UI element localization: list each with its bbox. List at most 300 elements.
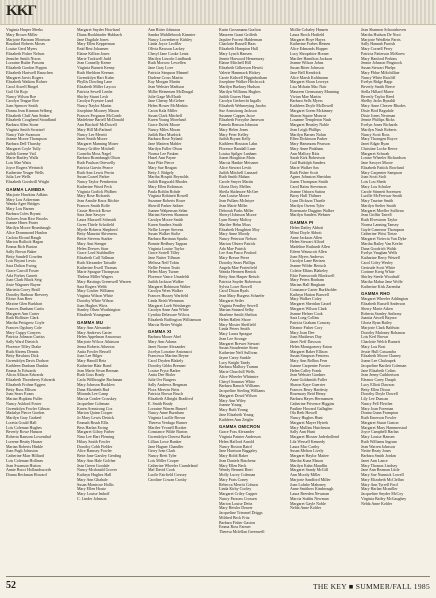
member-name: Catherine Privence Higgins <box>290 401 335 406</box>
member-name: Lois Miller Cooper <box>148 458 179 463</box>
member-name: Joan Myers Andrews <box>290 254 324 259</box>
member-name: Marilyn Lincoln Lindhardt <box>148 56 192 61</box>
member-name: Mary Ann Ghahale <box>77 477 108 482</box>
member-name: Patricia Patterson McKnew <box>361 51 405 56</box>
member-name: Martha Bailey Van Keeler <box>361 241 403 246</box>
member-name: Elizabeth Russell Anderson <box>361 302 406 306</box>
member-name: C. Linder Johnson <box>77 496 107 501</box>
member-name: Helen Dailey Abbott <box>290 226 324 230</box>
member-name: Louise Pryor Barker <box>148 368 181 373</box>
member-name: Suzanne Roberts Rowe <box>148 199 186 203</box>
member-name: Bonnie Bedbury Tappan <box>148 241 187 246</box>
member-name: Mary Lou Barnes <box>6 207 35 211</box>
member-name: Sheila Skidmore McGee <box>219 189 259 194</box>
member-name: Paula Rohlin Rohde <box>148 189 181 194</box>
member-name: Jean Shannon Schoonhoven <box>361 28 406 32</box>
member-name: Nancy White Ratcliff <box>361 75 396 80</box>
member-name: Mal David Cook <box>148 468 175 473</box>
page-number: 52 <box>6 580 16 591</box>
member-name: Evelyn Ridge Rapp <box>361 80 393 85</box>
member-name: Gloria Doty Mellen <box>219 184 251 189</box>
member-name: Ruth Ahrens Dennis <box>6 349 39 354</box>
member-name: Mary Louise Hansen <box>361 435 395 439</box>
member-name: Nancy Peterson Nelson <box>219 237 257 241</box>
header-band <box>0 0 436 25</box>
member-name: Nancy Parsons Crossen <box>219 496 257 501</box>
member-name: Ruth Paulson Ottewelly <box>77 161 116 165</box>
member-name: Thelma Miller Wagers <box>77 275 114 279</box>
member-name: Florence Tilley Drake <box>6 344 42 349</box>
member-name: Margaret Stuart Gaston <box>361 420 399 425</box>
member-name: Virginia Smith Swartzel <box>6 127 45 132</box>
member-name: Marjorie Sandford Miller <box>290 477 331 482</box>
member-name: Jayne Carey Sunkle <box>219 355 251 360</box>
member-name: Marie Bartley Walls <box>6 156 39 161</box>
member-name: Jennie Phillips Ricks <box>361 118 395 123</box>
member-name: Marjorie Clark Baldwin <box>361 325 400 330</box>
member-name: Ruth Hollister Clark <box>6 316 39 321</box>
member-name: Mary Carpenter Sampson <box>361 170 403 175</box>
member-name: Jane Sawyer Moore <box>361 161 393 165</box>
member-name: Susan Coarel Parker <box>77 175 110 180</box>
member-name: Flora Merwin Betts <box>148 387 180 392</box>
member-name: Jeanne Wilson Johns <box>290 61 324 66</box>
member-name: Margaret Mayer Hytrek <box>290 420 329 425</box>
member-name: Marian Hopkins Fuller <box>6 397 43 401</box>
member-name: Carlota Elrond Baugh <box>6 235 42 240</box>
member-name: Margaret Beasley Noble <box>290 123 330 127</box>
member-name: Janet Noone Alexander <box>148 344 186 349</box>
member-name: Sue Armstrong Jackson <box>219 108 257 113</box>
member-name: Mary Thorngen Royce <box>361 137 398 142</box>
member-name: Mollie Cobaley Hansen <box>290 28 328 32</box>
member-name: Sara Pike Pierce <box>148 161 175 165</box>
member-name: Lucille McFerrwar Smith <box>361 194 402 199</box>
member-name: Lee Ann Pasco Peaford <box>219 251 257 256</box>
member-name: Marie Walker Sax <box>290 165 319 170</box>
member-name: Frances Ogsbury Cole <box>6 325 42 330</box>
member-name: Nelda Anne Kohler <box>361 501 393 506</box>
member-name: Alice Ramsey Fowler <box>77 449 112 454</box>
member-name: Susan Ritter Johnson <box>290 66 324 70</box>
member-name: Elizabeth Watkins Rohrer <box>6 80 48 85</box>
member-name: Grace Foss Alexander <box>219 430 255 435</box>
member-name: Elizabeth Buffington Williamson <box>148 317 202 322</box>
member-name: Nancy Boston Baird <box>219 444 252 449</box>
member-name: E. Smith Brady <box>148 401 173 406</box>
member-name: Mary Anne Moody <box>219 232 250 237</box>
member-name: Josie Wagoner Bayne <box>6 283 41 287</box>
member-name: Norma Lee Pasken <box>148 151 179 156</box>
member-name: Patricia Simpson Mannel <box>148 70 189 75</box>
member-name: Nellie Leeper Stevens <box>148 227 184 232</box>
member-name: Betty J. Ridgely <box>148 170 174 175</box>
member-name: Elizabeth Pattick Rowland <box>361 165 404 170</box>
member-name: Jane Nutter Tillman <box>148 256 180 260</box>
member-name: Evelyn Vaughan Wells <box>361 251 398 256</box>
member-name: Marjorie Weidlein Parris <box>361 37 401 42</box>
member-name: Marion Ofsterr Patrick <box>219 241 256 246</box>
member-name: Margaret Snyder Howland <box>77 28 120 32</box>
member-name: Joan Scott Stolt <box>361 175 387 180</box>
member-name: Constance Wilde Burton <box>148 430 188 435</box>
member-name: Frances Dunham Curtis <box>6 306 44 311</box>
member-name: Rosemary Reid Henry <box>290 392 326 397</box>
member-name: Barbara Baruch Williams <box>219 384 260 389</box>
member-name: Mary Ann Stenger <box>77 241 107 246</box>
member-name: Ruth Williams Ingram <box>361 439 397 444</box>
member-name: Dana Elizabeth Bud <box>77 387 110 392</box>
member-name: Christine Locke Reece <box>361 146 398 151</box>
member-name: Margaret Moeller Sullivan <box>361 208 404 213</box>
member-name: Mary Johnson Bucklew <box>77 382 115 387</box>
member-name: Elizabeth Albright Bradford <box>148 397 193 401</box>
member-name: Elizabeth Gilkerson Hewitt <box>219 66 263 70</box>
member-name: Anne Goldsmith Fuller <box>290 378 328 382</box>
member-name: Sally Andrews Bergman <box>148 382 188 387</box>
member-name: Charlotte Russell Haas <box>219 42 256 47</box>
member-name: Gerry Ivan Clark <box>148 449 176 454</box>
member-name: Dixie Jones Newman <box>361 113 396 118</box>
chapter-heading: GAMMA PI <box>290 220 314 225</box>
member-name: Helen Hallett Shore <box>219 317 251 322</box>
member-name: Marcia Stubbs Newman <box>290 496 329 501</box>
member-name: Margaret Brewer Stewart <box>219 341 260 346</box>
member-name: Barbara Fisher Gaston <box>219 520 255 525</box>
member-name: Miranda Lee Camp <box>77 392 109 397</box>
member-name: Stella Hillard Maree <box>361 89 394 94</box>
member-name: Enid Best Johansen <box>77 47 109 51</box>
member-name: Ann Mallory Ritts <box>290 151 320 156</box>
member-name: Helen Montgomery Eaton <box>290 344 332 349</box>
member-name: Charlotte Welch Burnett <box>361 340 400 344</box>
member-name: Joanne Walpensan Selan <box>148 208 188 213</box>
member-name: Lois Mae Watts <box>6 161 32 165</box>
member-name: Ada Mae Patrick <box>219 246 247 251</box>
member-name: Nancy Taylor Pemberton <box>77 180 118 184</box>
member-name: Jane Hagner Chandler <box>148 444 184 449</box>
member-name: Janet Edgar Ryan <box>361 142 390 146</box>
member-name: Joan Pugh Johnston <box>6 449 38 454</box>
member-name: Nelda Anne Kohler <box>290 506 322 511</box>
member-name: Cynthia Delaware Wilcox <box>148 313 190 317</box>
member-name: Marian Stanard Selby <box>219 308 254 313</box>
member-name: Janet Ann Lance <box>361 458 388 463</box>
member-name: Patricia Snyder Robertson <box>219 279 261 284</box>
member-name: Mary Thomas Lindsey <box>361 463 398 468</box>
member-name: Carla Willhoughe Buchanan <box>77 378 123 382</box>
member-name: Gayle Cameron Thompson <box>361 227 405 232</box>
member-name: Linda Joyce Leoffler <box>148 42 182 47</box>
member-name: Nancy Wilson Roe <box>6 94 37 99</box>
member-name: Susan Simpson Fentress <box>290 354 329 359</box>
member-name: Mary Peters Bonham <box>290 278 324 283</box>
member-name: Carolyn Anne Ann White <box>148 308 189 313</box>
member-name: Susan Montrose Hollis <box>77 482 114 487</box>
member-name: Margaret Sloan Leweya <box>290 80 329 85</box>
member-name: Marian Hall Bingham <box>290 283 326 287</box>
member-name: Florence Vance Umnfeldt <box>148 275 190 279</box>
member-name: Gwen Thiele Schofield <box>77 222 115 227</box>
member-name: Barbara Rose Nyland <box>148 137 183 142</box>
member-name: Mary Harlan Mcmiller <box>361 487 398 492</box>
member-name: Gertrude Scott White <box>361 265 396 270</box>
member-name: Julia Lee Wells <box>6 175 31 180</box>
member-name: Marilyn Stelter Smith <box>361 203 396 208</box>
member-name: Molly Lucey Coleman <box>219 473 256 477</box>
member-name: Madeleine Bartell McDonald <box>77 118 124 123</box>
member-name: Carolyn Moore Smith <box>148 218 184 222</box>
member-name: Laura Brock Hatfield <box>290 32 325 37</box>
member-name: Nancy Fell Fletcher <box>361 401 393 406</box>
member-name: Marilyn Owens Tyler <box>290 203 325 208</box>
member-name: Mary Ann Alexander <box>77 325 111 330</box>
member-name: Jeanne Hefner Cook <box>290 311 323 316</box>
member-name: Nancy Lowenberry Kirkley <box>148 37 193 42</box>
member-name: Lorraine Butler Parsons <box>6 61 45 66</box>
member-name: Elizabeth Coughend Stoudland <box>6 118 56 123</box>
member-name: Ruth Alexander Tatsuffe <box>77 260 117 265</box>
member-name: Marilyn Williams Hughes <box>219 89 261 94</box>
member-name: Joanne Carpenter Forster <box>290 363 331 368</box>
member-name: Jean Jenny Cuthbertson <box>361 373 399 378</box>
member-name: Hilary Smith Fowler <box>77 439 111 444</box>
member-name: Virginia Pendley Sewell <box>219 303 258 308</box>
member-name: Elizabeth Gordon Poppin <box>6 66 47 70</box>
member-name: Elizabeth Houghton Moy <box>219 227 260 232</box>
member-name: Barry Hull Thilmer <box>290 194 322 199</box>
member-name: Jean Webster Gardner <box>290 373 326 378</box>
member-name: Sally Brown Baker <box>6 249 37 254</box>
member-name: Mary Boldt Baker <box>219 454 249 458</box>
member-name: Jean Lee Stronge <box>219 336 247 341</box>
member-name: Barbara Moore Abel <box>148 335 181 340</box>
member-name: Rosalind Roberts Moses <box>6 42 46 47</box>
member-name: Elizabeth Goodwill Wright <box>6 180 50 184</box>
member-name: Nancy Griffee Mitchell <box>77 146 115 151</box>
member-name: Dixie Bird Ragsdale <box>361 108 394 113</box>
member-name: Marilyn Nash Roberts <box>361 127 397 132</box>
chapter-heading: GAMMA XI <box>148 329 172 335</box>
member-name: Susanne Cappes Jacoe <box>219 113 255 118</box>
member-name: Julie Gage McElrath <box>148 94 182 99</box>
member-name: Elizabeth Frohne Eggers <box>6 382 46 387</box>
kkg-logo: KKΓ <box>6 3 36 19</box>
member-name: Katherine Wood Peck <box>77 184 112 189</box>
member-name: Mary Mosier Sheffield <box>219 322 256 327</box>
name-columns <box>6 28 432 576</box>
member-name: Cheryl Sommer White <box>219 379 256 384</box>
member-name: Cornelia Moss Nagel <box>77 151 111 156</box>
member-name: Sally Ward Dietrich <box>6 340 38 344</box>
member-name: Laura Breeden Newman <box>290 492 330 496</box>
member-name: Sharon Kaye Guerrier <box>290 382 326 387</box>
member-name: Margaret Sandy McGill <box>290 468 329 473</box>
member-name: Joan Matthews Day <box>290 335 322 340</box>
member-name: Donna Beckman Howard <box>6 473 47 477</box>
member-name: Grace Carroll Foster <box>6 268 39 273</box>
member-name: Patricia Garvin Pearce <box>77 165 113 170</box>
member-name: Elizabeth Fisher Nelson <box>6 51 45 56</box>
member-name: Nancy Mcdonald Grover <box>77 468 117 473</box>
member-name: Martha Pettigrew Coyle <box>6 321 45 325</box>
member-name: Mary Phlue Miltchilliae <box>361 70 400 75</box>
member-name: Beverly Taylor Reed <box>361 94 395 99</box>
member-name: Catherine Marr Hilliard <box>6 454 44 458</box>
member-name: Sally Ann Hunt <box>290 430 315 435</box>
member-name: Ann Louise Moore <box>219 194 250 199</box>
member-name: Margaret Gayle Noble <box>290 501 326 506</box>
member-name: Mary Hamill Betz <box>77 359 107 363</box>
member-name: Barbara Mallory Tramm <box>219 365 259 370</box>
member-name: Carolyn Gerbrecht Ingalls <box>219 99 261 104</box>
member-name: Ellen Dickinson Parker <box>290 137 328 142</box>
member-name: Karen Young Moreland <box>148 118 186 123</box>
member-name: Betty Hawkins Dick <box>6 354 39 359</box>
member-name: Kathleen Ann Zeigler <box>219 417 254 422</box>
member-name: Ruth Emerson Fowler <box>361 416 397 420</box>
member-name: Josephine Mooney Mason <box>77 108 119 113</box>
member-name: Kathleen Doyle McDowell <box>290 104 334 108</box>
member-name: Ruth Sheldorn Keenan <box>77 70 114 75</box>
member-name: Ruth Smith Mahan <box>219 175 250 180</box>
member-name: Joan Lee Bilger <box>77 354 103 359</box>
member-name: Marie Sprague Thompson <box>77 270 119 275</box>
member-name: Pauline Howard Gallagher <box>290 406 333 411</box>
member-name: Helen Stewart Alford <box>290 240 325 245</box>
member-name: Judith Graves Hunt <box>219 94 251 99</box>
member-name: Marilyn Fuller Olson <box>148 146 182 151</box>
member-name: Sally Hannah Parrish <box>361 42 395 47</box>
member-name: Jane Elizabeth Colins <box>361 368 396 373</box>
member-name: Lila Wessell Kennedy <box>290 439 326 444</box>
member-name: Susan Stoudemire Stone <box>219 346 259 351</box>
member-name: Theresa Verdugo Burner <box>148 420 188 425</box>
member-name: Gail Rudolph Sanders <box>290 161 326 165</box>
member-name: Mary Anne Cleaver Rhodes <box>361 104 406 108</box>
member-name: Marilyn Barnes Nolan <box>290 132 326 137</box>
member-name: Karen Sanders Smith <box>148 222 182 227</box>
member-name: Joan Sears Evans <box>6 392 34 397</box>
member-name: Maureen Grant Griffeth <box>219 32 258 37</box>
member-name: Mary Lynch Hansen <box>219 51 252 56</box>
member-name: Jane Elizabeth Young <box>219 412 254 417</box>
member-name: Mary Andrews Carter <box>77 330 112 335</box>
member-name: Barbara Hartman Sparks <box>148 237 188 241</box>
member-name: Margaret Hoye Hayes <box>290 37 326 42</box>
member-name: Nettie Beaty Jones <box>361 449 391 454</box>
member-name: Mary Heisler Deaver <box>219 506 253 511</box>
member-name: Grace Dufek Moore <box>148 123 181 127</box>
member-name: Norma Lanning Tansey <box>361 222 399 227</box>
member-name: Betty Russ Ellison <box>6 387 36 392</box>
member-name: Alice Drummond Hanlon <box>6 230 47 235</box>
member-name: Eloise Ann Beer <box>6 297 33 302</box>
member-name: Bette Jane Garsley Gerding <box>77 454 122 458</box>
member-name: Marian Stevens Shannon <box>148 213 188 218</box>
member-name: Sylvia Lowe Rowell <box>219 284 252 289</box>
member-name: Mary Ellen Beck <box>219 463 247 468</box>
member-name: Joanne Hines Prater <box>6 221 38 226</box>
member-name: Margaret Seiler <box>219 298 244 303</box>
member-name: Eleanor Fisher Cory <box>290 325 323 330</box>
member-name: Cheryl Jane Cooke Lentz <box>148 51 189 56</box>
member-name: Margaret Sheridan Cassel <box>290 302 332 306</box>
member-name: Carol Dixon Ryals <box>219 289 249 294</box>
member-name: Olivia Rawson Lackey <box>148 47 185 51</box>
member-name: Marilyn Burbury Hudson <box>219 85 260 89</box>
member-name: Susan Clark Mitchell <box>148 113 182 118</box>
member-name: Wanda Hermen Renick <box>219 270 257 275</box>
member-name: Jaqulee Forrest Halderman <box>219 37 263 42</box>
member-name: Margaret Baker Ellison <box>290 349 328 354</box>
member-name: Joann Houghton Main <box>219 156 255 161</box>
member-name: Mary Hanford Perkins <box>361 56 397 61</box>
member-name: Helen Calley Frank <box>290 368 322 373</box>
member-name: Margaret Coyle Tully <box>6 146 41 151</box>
member-name: Marion Bullock Hagan <box>6 240 43 245</box>
member-name: Jean Leigh Phillips <box>290 127 321 132</box>
member-name: Margaret Green Mckinney <box>290 108 333 113</box>
member-name: Mary Bresse Perez <box>219 256 250 260</box>
member-name: Anne Jackson Allen <box>290 235 322 240</box>
member-name: Margaret Mary Hammerstad <box>361 425 407 430</box>
member-name: Carol Rains Stevenson <box>290 184 327 189</box>
member-name: Margaret Robinson Walter <box>148 284 191 289</box>
member-name: Karen Armstrong Cox <box>77 406 113 411</box>
member-name: Ruth Morrow Lewellen <box>148 61 186 66</box>
member-name: Jean Pullam McIntyre <box>219 199 255 203</box>
member-name: Dorothy Gibbs Brenner <box>148 363 186 368</box>
member-name: Mary Cornell Perry <box>361 47 393 51</box>
member-name: Mary Ann Rollins Fern <box>290 359 328 363</box>
member-name: Anita Fowler Bessell <box>77 349 111 354</box>
member-name: Ruth Goss Brady <box>77 373 105 378</box>
member-name: Katherine Yeager Wells <box>6 170 44 175</box>
member-name: Joyce Campbell Harlan <box>361 430 399 435</box>
member-name: Eleanor Carey Dauph <box>361 378 396 382</box>
member-name: Lynn Dickson Thurtle <box>290 199 326 203</box>
member-name: Katharine Berry Wetzell <box>361 256 400 260</box>
member-name: Katherine Kirk Zaremba <box>361 284 401 289</box>
member-name: Katherine Ewell Thomas <box>77 265 117 270</box>
member-name: Mary Hastings Greenwell Warren <box>77 279 131 284</box>
member-name: Carole Stinnett Sorensen <box>361 189 401 194</box>
member-name: Colette Elkins Blakeley <box>290 268 328 273</box>
member-name: Carolyn Wren Walker <box>148 289 183 294</box>
member-name: Marjorie Wilcox Atkinson <box>77 340 119 344</box>
member-name: Joan Clark Black Seig <box>6 278 42 283</box>
member-name: Alice Edmonds Hopper <box>290 47 328 51</box>
directory-column-5 <box>290 28 361 576</box>
member-name: Marcia Conlee Crosskey <box>77 397 117 401</box>
member-name: Sara Rogers Webb <box>77 284 107 289</box>
member-name: Gwendolyn Cherest Burke <box>148 435 191 439</box>
member-name: Elizabeth Cluff Ann Sinker <box>6 113 50 118</box>
member-name: Jean Mary Burgess Schaefer <box>219 294 265 298</box>
member-name: Francesca Martins Beyne <box>148 354 189 359</box>
member-name: Jacqueline Bartlett Coleman <box>361 363 407 368</box>
member-name: Mildred Beck Fritz <box>219 515 250 520</box>
directory-column-6 <box>361 28 432 576</box>
member-name: Joyce Rogers Weinrich <box>6 165 43 170</box>
member-name: Jennie Johnson Pingstock <box>361 61 403 66</box>
member-name: Gwendolyn Hart Kuhn <box>77 75 114 80</box>
member-name: Shelby Jacks Rynaldi <box>361 99 396 104</box>
member-name: Margaret Haylor Mattee <box>290 454 329 458</box>
member-name: Virginia Lucille Brown <box>148 416 186 420</box>
member-name: Loretta Gould Hall <box>6 420 37 425</box>
